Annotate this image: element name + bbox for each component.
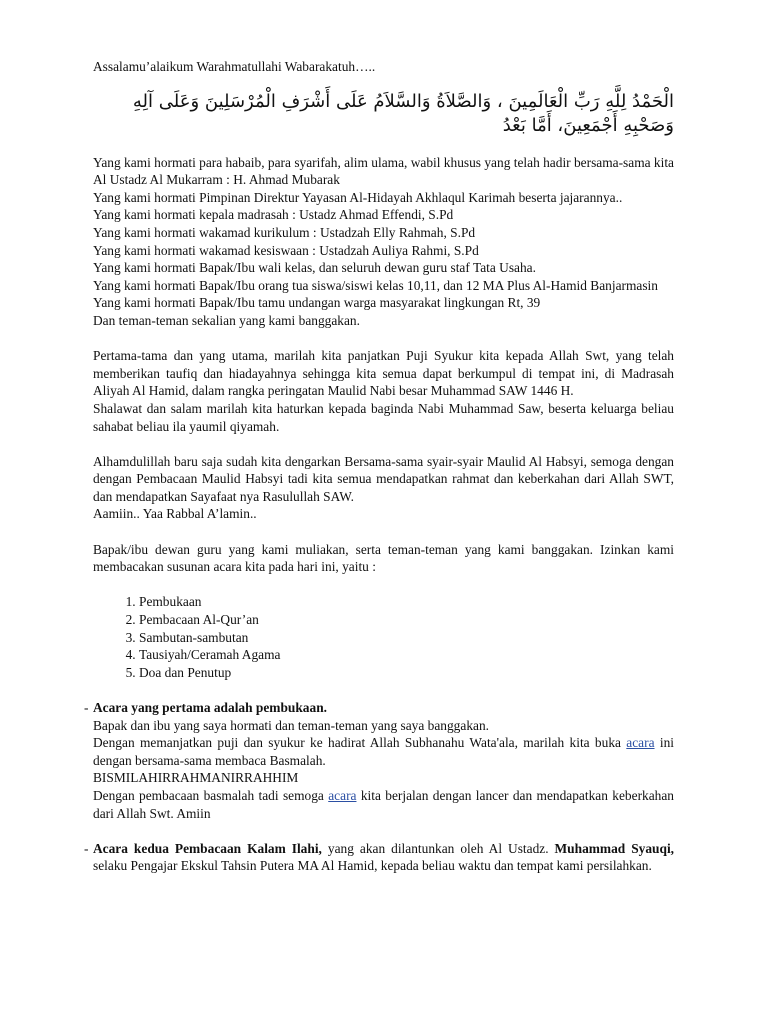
salutation-line: Yang kami hormati wakamad kurikulum : Ustadzah Elly Rahmah, S.Pd [93,224,476,240]
section-line: Dengan pembacaan basmalah tadi semoga acara kita berjalan dengan lancer dan mendapatkan keberkahan dari Allah Swt. Amiin [93,787,675,821]
agenda-item: 3. Sambutan-sambutan [139,629,674,647]
section-line: Dengan memanjatkan puji dan syukur ke hadirat Allah Subhanahu Wata'ala, marilah kita buka acara ini dengan bersama-sama membaca Basmalah. [93,735,674,768]
speaker-name: Muhammad Syauqi, [554,840,675,856]
section-kalam-ilahi [84,840,675,875]
spacer [93,822,674,840]
agenda-list [93,593,674,681]
agenda-item: 4. Tausiyah/Ceramah Agama [139,646,674,664]
acara-link[interactable]: acara [328,787,357,803]
opening-paragraph: Pertama-tama dan yang utama, marilah kita panjatkan Puji Syukur kita kepada Allah Swt, yang telah memberikan taufiq dan hiadayahnya sehingga kita semua dapat berkumpul di tempat ini, di Madrasah Aliyah Al Hamid, dalam rangka peringatan Maulid Nabi besar Muhammad SAW 1446 H. [93,348,674,399]
section-heading: Acara yang pertama adalah pembukaan. [93,700,327,715]
acara-link[interactable]: acara [626,735,655,751]
salutations-block [93,154,674,330]
salutation-line: Yang kami hormati Bapak/Ibu wali kelas, dan seluruh dewan guru staf Tata Usaha. [93,260,536,276]
salutation-line: Yang kami hormati kepala madrasah : Ustadz Ahmad Effendi, S.Pd [93,207,454,223]
salutation-line: Dan teman-teman sekalian yang kami banggakan. [93,312,360,328]
section-paragraph: Acara kedua Pembacaan Kalam Ilahi, yang akan dilantunkan oleh Al Ustadz. Muhammad Syauqi, selaku Pengajar Ekskul Tahsin Putera MA Al Hamid, kepada beliau waktu dan tempat kami persilahkan. [93,840,675,874]
section-heading: Acara kedua Pembacaan Kalam Ilahi, [93,840,322,856]
aamiin-line: Aamiin.. Yaa Rabbal A’lamin.. [93,506,257,522]
salutation-line: Yang kami hormati wakamad kesiswaan : Ustadzah Auliya Rahmi, S.Pd [93,242,479,258]
document-page [84,58,675,875]
salutation-line: Yang kami hormati Pimpinan Direktur Yayasan Al-Hidayah Akhlaqul Karimah beserta jajarannya.. [93,189,623,205]
maulid-paragraph: Alhamdulillah baru saja sudah kita dengarkan Bersama-sama syair-syair Maulid Al Habsyi, semoga dengan dengan Pembacaan Maulid Habsyi tadi kita semua mendapatkan rahmat dan keberkahan dari Allah SWT, dan mendapatkan Sayafaat nya Rasulullah SAW. [93,453,674,504]
salutation-line: Yang kami hormati para habaib, para syarifah, alim ulama, wabil khusus yang telah hadir bersama-sama kita Al Ustadz Al Mukarram : H. Ahmad Mubarak [93,154,674,188]
spacer [93,435,674,453]
greeting: Assalamu’alaikum Warahmatullahi Wabarakatuh….. [93,59,376,74]
spacer [93,576,674,594]
agenda-item: 1. Pembukaan [139,593,674,611]
section-line: Bapak dan ibu yang saya hormati dan teman-teman yang saya banggakan. [93,717,490,733]
basmalah-line: BISMILAHIRRAHMANIRRAHHIM [93,770,299,786]
spacer [93,330,674,348]
section-pembukaan [84,699,675,822]
salutation-line: Yang kami hormati Bapak/Ibu tamu undangan warga masyarakat lingkungan Rt, 39 [93,295,541,311]
spacer [93,681,674,699]
agenda-intro: Bapak/ibu dewan guru yang kami muliakan, serta teman-teman yang kami banggakan. Izinkan kami membacakan susunan acara kita pada hari ini, yaitu : [93,541,674,575]
shalawat-paragraph: Shalawat dan salam marilah kita haturkan kepada baginda Nabi Muhammad Saw, beserta keluarga beliau sahabat beliau ila yaumil qiyamah. [93,400,674,434]
arabic-opening: الْحَمْدُ لِلَّهِ رَبِّ الْعَالَمِينَ ، وَالصَّلاَةُ وَالسَّلاَمُ عَلَى أَشْرَفِ الْمُرْسَلِينَ وَعَلَى آلِهِ وَصَحْبِهِ أَجْمَعِينَ، أَمَّا بَعْدُ [132,90,674,136]
dash-bullet: - [84,840,89,856]
salutation-line: Yang kami hormati Bapak/Ibu orang tua siswa/siswi kelas 10,11, dan 12 MA Plus Al-Hamid Banjarmasin [93,277,658,293]
agenda-item: 5. Doa dan Penutup [139,664,674,682]
spacer [93,523,674,541]
dash-bullet: - [84,700,89,715]
agenda-item: 2. Pembacaan Al-Qur’an [139,611,674,629]
